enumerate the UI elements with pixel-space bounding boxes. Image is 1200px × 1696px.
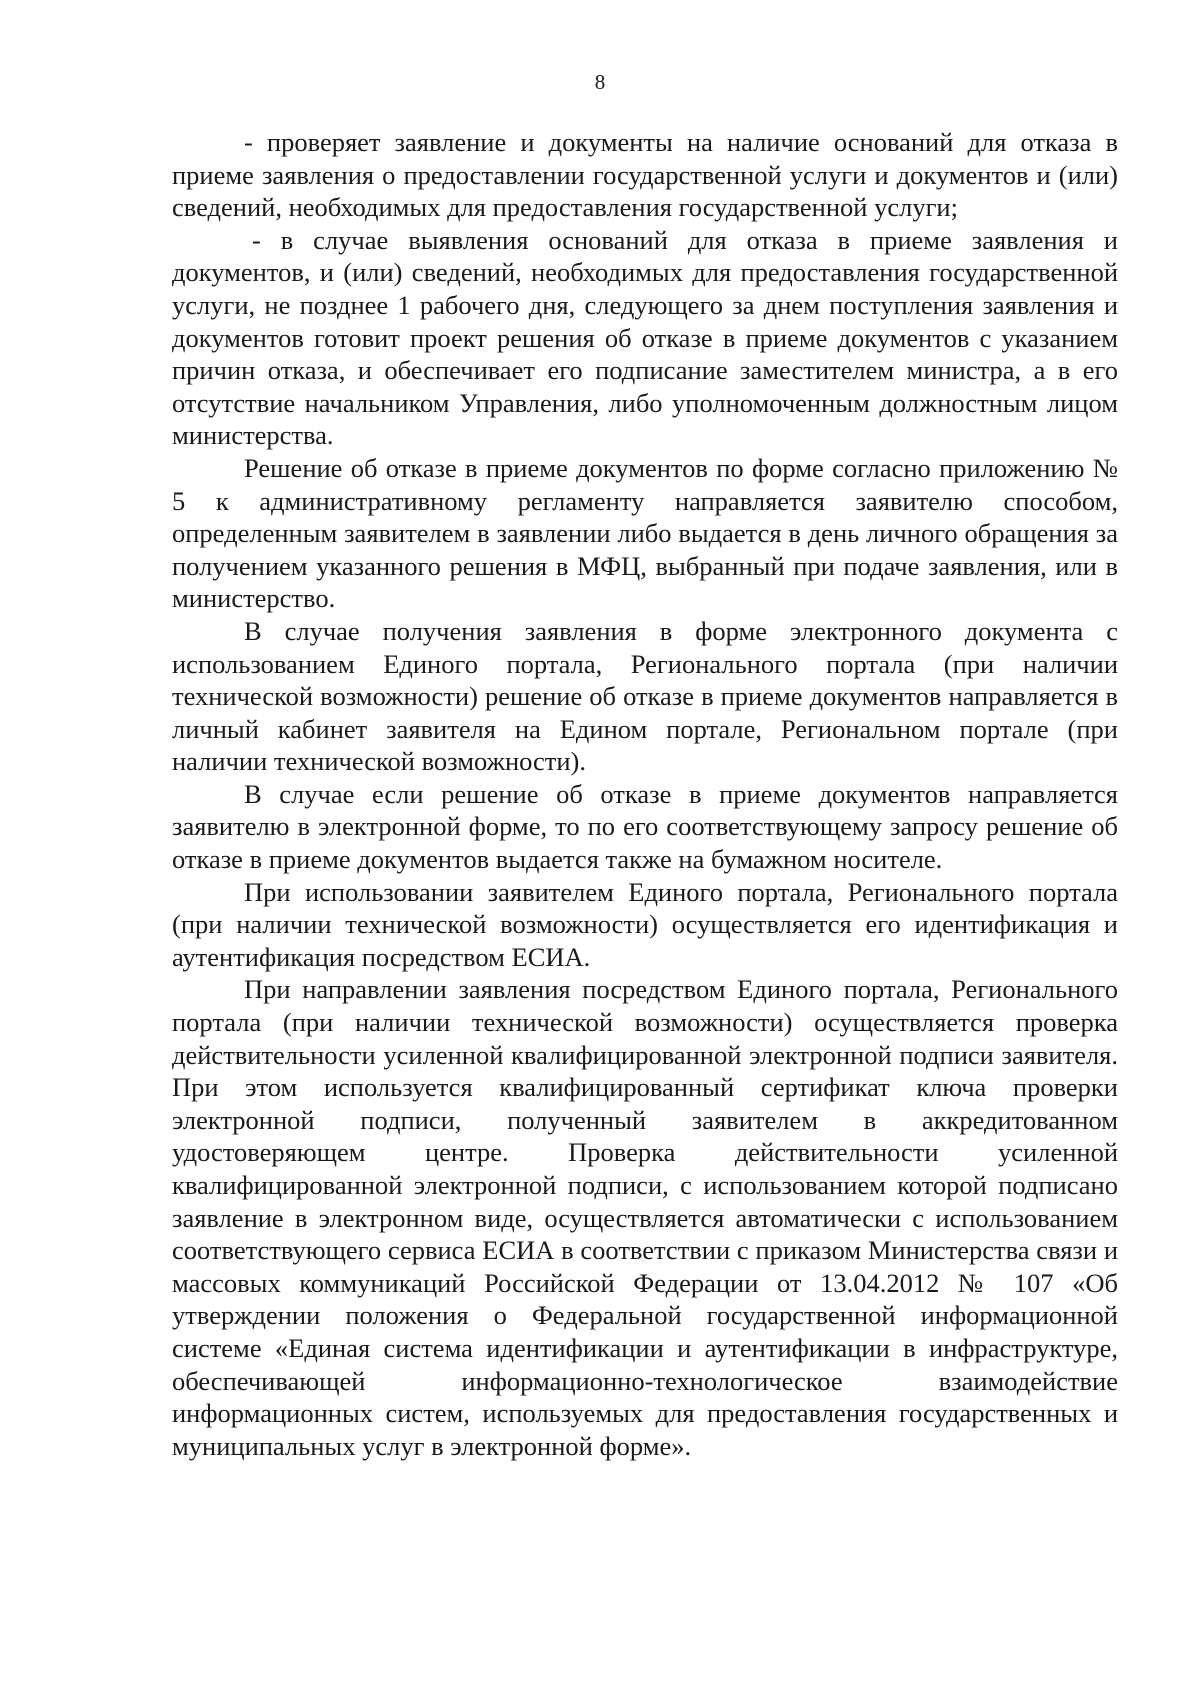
paragraph-electronic-document: В случае получения заявления в форме электронного документа с использованием Единого портала, Регионального портала (при наличии технической возможности) решение об отказе в приеме документов направляется в личный кабинет заявителя на Едином портале, Региональном портале (при наличии технической возможности). bbox=[172, 615, 1118, 777]
paragraph-esia-identification: При использовании заявителем Единого портала, Регионального портала (при наличии технической возможности) осуществляется его идентификация и аутентификация посредством ЕСИА. bbox=[172, 876, 1118, 972]
paragraph-paper-copy: В случае если решение об отказе в приеме документов направляется заявителю в электронной форме, то по его соответствующему запросу решение об отказе в приеме документов выдается также на бумажном носителе. bbox=[172, 778, 1118, 875]
paragraph-signature-verification: При направлении заявления посредством Единого портала, Регионального портала (при наличии технической возможности) осуществляется проверка действительности усиленной квалифицированной электронной подписи заявителя. При этом используется квалифицированный сертификат ключа проверки электронной подписи, полученный заявителем в аккредитованном удостоверяющем центре. Проверка действительности усиленной квалифицированной электронной подписи, с использованием которой подписано заявление в электронном виде, осуществляется автоматически с использованием соответствующего сервиса ЕСИА в соответствии с приказом Министерства связи и массовых коммуникаций Российской Федерации от 13.04.2012 № 107 «Об утверждении положения о Федеральной государственной информационной системе «Единая система идентификации и аутентификации в инфраструктуре, обеспечивающей информационно-технологическое взаимодействие информационных систем, используемых для предоставления государственных и муниципальных услуг в электронной форме». bbox=[172, 974, 1118, 1461]
paragraph-check-documents: - проверяет заявление и документы на наличие оснований для отказа в приеме заявления о предоставлении государственной услуги и документов и (или) сведений, необходимых для предоставления государственной услуги; bbox=[172, 127, 1118, 223]
page-number: 8 bbox=[594, 70, 606, 94]
paragraph-refusal-grounds: - в случае выявления оснований для отказа в приеме заявления и документов, и (или) сведений, необходимых для предоставления государственной услуги, не позднее 1 рабочего дня, следующего за днем поступления заявления и документов готовит проект решения об отказе в приеме документов с указанием причин отказа, и обеспечивает его подписание заместителем министра, а в его отсутствие начальником Управления, либо уполномоченным должностным лицом министерства. bbox=[172, 224, 1118, 451]
paragraph-refusal-decision: Решение об отказе в приеме документов по форме согласно приложению № 5 к административному регламенту направляется заявителю способом, определенным заявителем в заявлении либо выдается в день личного обращения за получением указанного решения в МФЦ, выбранный при подаче заявления, или в министерство. bbox=[172, 452, 1118, 614]
document-body bbox=[172, 126, 1118, 1462]
